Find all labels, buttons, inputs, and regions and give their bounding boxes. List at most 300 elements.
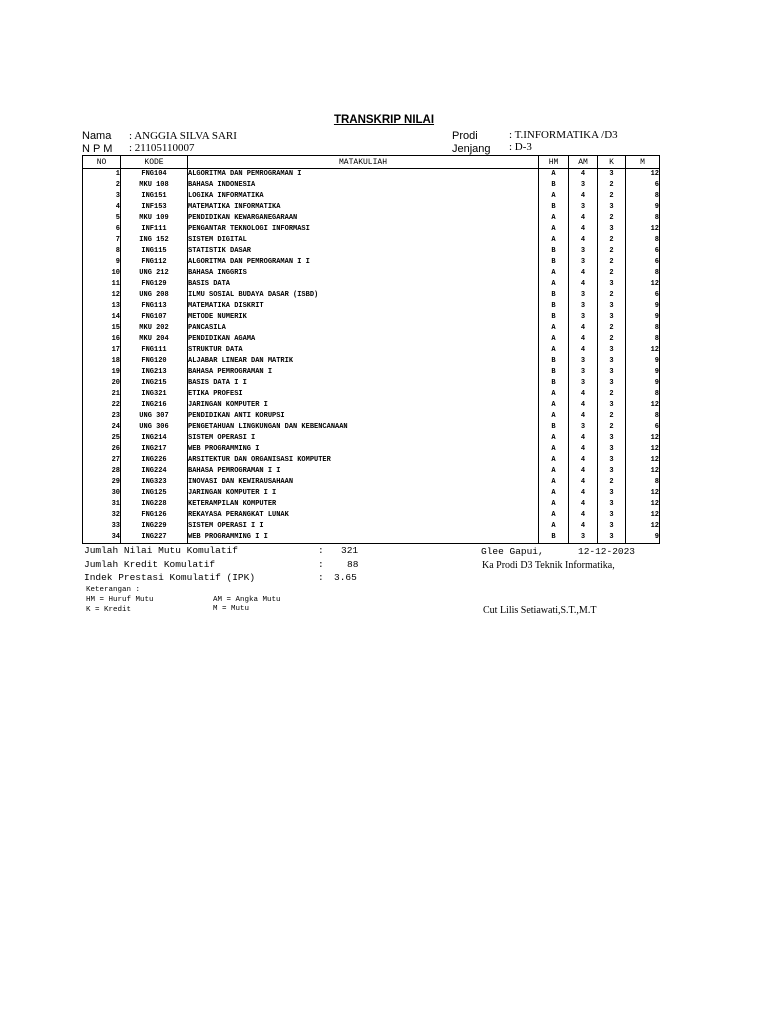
row-no: 26 (83, 444, 121, 455)
row-am: 3 (569, 202, 598, 213)
ipk-colon: : (318, 572, 324, 583)
row-am: 4 (569, 411, 598, 422)
row-kode: ING115 (121, 246, 188, 257)
table-row (83, 433, 660, 444)
table-row (83, 345, 660, 356)
row-no: 33 (83, 521, 121, 532)
table-row (83, 488, 660, 499)
row-k: 2 (598, 268, 626, 279)
row-k: 3 (598, 279, 626, 290)
table-row (83, 422, 660, 433)
jenjang-value: : D-3 (509, 141, 532, 153)
header-kode: KODE (121, 156, 188, 169)
row-k: 3 (598, 488, 626, 499)
row-k: 2 (598, 180, 626, 191)
table-row (83, 356, 660, 367)
table-row (83, 521, 660, 532)
row-matakuliah: SISTEM OPERASI I I (188, 521, 539, 532)
row-k: 3 (598, 499, 626, 510)
row-k: 3 (598, 532, 626, 544)
table-row (83, 257, 660, 268)
row-kode: FNG112 (121, 257, 188, 268)
row-matakuliah: WEB PROGRAMMING I (188, 444, 539, 455)
row-k: 3 (598, 312, 626, 323)
table-row (83, 466, 660, 477)
row-matakuliah: BAHASA PEMROGRAMAN I I (188, 466, 539, 477)
row-k: 3 (598, 378, 626, 389)
table-row (83, 290, 660, 301)
row-no: 19 (83, 367, 121, 378)
row-am: 4 (569, 345, 598, 356)
table-row (83, 191, 660, 202)
row-hm: A (539, 345, 569, 356)
signature-date: 12-12-2023 (578, 546, 636, 557)
row-matakuliah: ALGORITMA DAN PEMROGRAMAN I (188, 169, 539, 181)
row-am: 3 (569, 290, 598, 301)
table-row (83, 444, 660, 455)
row-am: 3 (569, 378, 598, 389)
row-kode: FNG113 (121, 301, 188, 312)
row-kode: ING227 (121, 532, 188, 544)
row-matakuliah: PANCASILA (188, 323, 539, 334)
row-kode: ING224 (121, 466, 188, 477)
row-hm: B (539, 202, 569, 213)
legend-title: Keterangan : (86, 586, 141, 594)
row-matakuliah: REKAYASA PERANGKAT LUNAK (188, 510, 539, 521)
row-k: 2 (598, 246, 626, 257)
row-am: 4 (569, 323, 598, 334)
row-m: 8 (626, 191, 660, 202)
row-kode: UNG 307 (121, 411, 188, 422)
row-hm: A (539, 455, 569, 466)
row-am: 3 (569, 532, 598, 544)
row-hm: B (539, 312, 569, 323)
row-am: 3 (569, 301, 598, 312)
row-hm: A (539, 477, 569, 488)
signature-position: Ka Prodi D3 Teknik Informatika, (482, 560, 615, 571)
legend-am: AM = Angka Mutu (213, 596, 281, 604)
row-matakuliah: MATEMATIKA INFORMATIKA (188, 202, 539, 213)
row-kode: ING214 (121, 433, 188, 444)
row-am: 4 (569, 235, 598, 246)
header-matakuliah: MATAKULIAH (188, 156, 539, 169)
row-am: 4 (569, 169, 598, 181)
ipk-label: Indek Prestasi Komulatif (IPK) (84, 572, 256, 583)
row-k: 2 (598, 389, 626, 400)
row-am: 4 (569, 499, 598, 510)
table-row (83, 268, 660, 279)
row-no: 22 (83, 400, 121, 411)
row-hm: A (539, 169, 569, 181)
row-matakuliah: ALJABAR LINEAR DAN MATRIK (188, 356, 539, 367)
row-matakuliah: PENDIDIKAN ANTI KORUPSI (188, 411, 539, 422)
row-matakuliah: JARINGAN KOMPUTER I I (188, 488, 539, 499)
row-no: 9 (83, 257, 121, 268)
row-k: 3 (598, 301, 626, 312)
row-am: 4 (569, 268, 598, 279)
row-k: 3 (598, 367, 626, 378)
row-k: 2 (598, 334, 626, 345)
row-no: 20 (83, 378, 121, 389)
row-hm: A (539, 323, 569, 334)
row-matakuliah: BAHASA INDONESIA (188, 180, 539, 191)
row-m: 12 (626, 169, 660, 181)
table-row (83, 180, 660, 191)
total-kredit-label: Jumlah Kredit Komulatif (84, 559, 216, 570)
header-k: K (598, 156, 626, 169)
row-hm: A (539, 521, 569, 532)
row-no: 32 (83, 510, 121, 521)
row-kode: ING228 (121, 499, 188, 510)
row-hm: B (539, 257, 569, 268)
row-no: 24 (83, 422, 121, 433)
row-kode: INF153 (121, 202, 188, 213)
row-matakuliah: BASIS DATA I I (188, 378, 539, 389)
row-no: 8 (83, 246, 121, 257)
table-row (83, 389, 660, 400)
row-m: 9 (626, 301, 660, 312)
row-k: 3 (598, 455, 626, 466)
row-am: 3 (569, 246, 598, 257)
row-hm: A (539, 334, 569, 345)
prodi-value: : T.INFORMATIKA /D3 (509, 129, 618, 141)
row-k: 3 (598, 400, 626, 411)
row-m: 12 (626, 400, 660, 411)
row-no: 4 (83, 202, 121, 213)
row-hm: B (539, 367, 569, 378)
row-matakuliah: ILMU SOSIAL BUDAYA DASAR (ISBD) (188, 290, 539, 301)
row-kode: FNG107 (121, 312, 188, 323)
total-nilai-mutu-colon: : (318, 545, 324, 556)
table-row (83, 246, 660, 257)
npm-label: N P M (82, 143, 113, 155)
row-kode: ING217 (121, 444, 188, 455)
table-row (83, 334, 660, 345)
row-no: 13 (83, 301, 121, 312)
row-kode: FNG129 (121, 279, 188, 290)
table-row (83, 455, 660, 466)
table-row (83, 367, 660, 378)
row-no: 5 (83, 213, 121, 224)
row-k: 3 (598, 202, 626, 213)
row-no: 7 (83, 235, 121, 246)
signature-place: Glee Gapui, (481, 546, 544, 557)
row-matakuliah: ARSITEKTUR DAN ORGANISASI KOMPUTER (188, 455, 539, 466)
nama-value: : ANGGIA SILVA SARI (129, 130, 237, 142)
row-m: 8 (626, 323, 660, 334)
row-no: 30 (83, 488, 121, 499)
row-matakuliah: MATEMATIKA DISKRIT (188, 301, 539, 312)
row-am: 4 (569, 400, 598, 411)
row-kode: ING323 (121, 477, 188, 488)
row-k: 3 (598, 521, 626, 532)
row-kode: ING226 (121, 455, 188, 466)
row-m: 9 (626, 532, 660, 544)
row-hm: B (539, 378, 569, 389)
total-kredit-colon: : (318, 559, 324, 570)
row-k: 2 (598, 323, 626, 334)
row-am: 4 (569, 466, 598, 477)
legend-m: M = Mutu (213, 605, 250, 613)
prodi-label: Prodi (452, 130, 478, 142)
row-hm: A (539, 400, 569, 411)
row-matakuliah: PENDIDIKAN KEWARGANEGARAAN (188, 213, 539, 224)
row-matakuliah: WEB PROGRAMMING I I (188, 532, 539, 544)
row-am: 4 (569, 389, 598, 400)
row-kode: FNG120 (121, 356, 188, 367)
row-am: 4 (569, 191, 598, 202)
row-m: 12 (626, 521, 660, 532)
row-m: 12 (626, 488, 660, 499)
row-m: 8 (626, 411, 660, 422)
row-m: 12 (626, 345, 660, 356)
row-no: 2 (83, 180, 121, 191)
row-am: 3 (569, 180, 598, 191)
row-kode: FNG126 (121, 510, 188, 521)
table-row (83, 202, 660, 213)
table-row (83, 477, 660, 488)
row-m: 9 (626, 312, 660, 323)
row-am: 3 (569, 367, 598, 378)
row-hm: A (539, 389, 569, 400)
row-kode: ING216 (121, 400, 188, 411)
table-row (83, 213, 660, 224)
row-matakuliah: SISTEM DIGITAL (188, 235, 539, 246)
row-no: 1 (83, 169, 121, 181)
row-hm: A (539, 466, 569, 477)
row-k: 3 (598, 356, 626, 367)
row-m: 8 (626, 268, 660, 279)
row-hm: B (539, 246, 569, 257)
row-no: 3 (83, 191, 121, 202)
legend-k: K = Kredit (86, 606, 132, 614)
row-hm: A (539, 510, 569, 521)
table-row (83, 532, 660, 544)
row-m: 6 (626, 422, 660, 433)
row-kode: INF111 (121, 224, 188, 235)
signature-name: Cut Lilis Setiawati,S.T.,M.T (483, 605, 597, 616)
row-kode: ING215 (121, 378, 188, 389)
row-am: 3 (569, 312, 598, 323)
row-no: 31 (83, 499, 121, 510)
legend-hm: HM = Huruf Mutu (86, 596, 154, 604)
row-no: 28 (83, 466, 121, 477)
table-row (83, 499, 660, 510)
row-m: 12 (626, 224, 660, 235)
row-m: 8 (626, 389, 660, 400)
row-m: 6 (626, 180, 660, 191)
row-m: 9 (626, 367, 660, 378)
row-am: 4 (569, 334, 598, 345)
row-m: 8 (626, 235, 660, 246)
row-k: 2 (598, 191, 626, 202)
row-matakuliah: SISTEM OPERASI I (188, 433, 539, 444)
row-am: 3 (569, 257, 598, 268)
row-m: 12 (626, 510, 660, 521)
row-no: 11 (83, 279, 121, 290)
row-matakuliah: PENDIDIKAN AGAMA (188, 334, 539, 345)
row-k: 3 (598, 510, 626, 521)
row-k: 2 (598, 213, 626, 224)
row-hm: B (539, 180, 569, 191)
row-no: 34 (83, 532, 121, 544)
row-hm: A (539, 444, 569, 455)
row-k: 3 (598, 466, 626, 477)
row-matakuliah: PENGANTAR TEKNOLOGI INFORMASI (188, 224, 539, 235)
row-no: 21 (83, 389, 121, 400)
row-hm: B (539, 290, 569, 301)
row-no: 12 (83, 290, 121, 301)
row-m: 12 (626, 279, 660, 290)
row-no: 29 (83, 477, 121, 488)
row-m: 6 (626, 290, 660, 301)
row-kode: ING321 (121, 389, 188, 400)
row-m: 12 (626, 466, 660, 477)
row-k: 2 (598, 257, 626, 268)
row-k: 3 (598, 224, 626, 235)
row-am: 3 (569, 356, 598, 367)
row-m: 12 (626, 433, 660, 444)
row-hm: A (539, 235, 569, 246)
jenjang-label: Jenjang (452, 143, 491, 155)
table-row (83, 279, 660, 290)
row-matakuliah: ALGORITMA DAN PEMROGRAMAN I I (188, 257, 539, 268)
row-hm: A (539, 433, 569, 444)
row-matakuliah: ETIKA PROFESI (188, 389, 539, 400)
npm-value: : 21105110007 (129, 142, 195, 154)
row-am: 4 (569, 224, 598, 235)
row-hm: B (539, 356, 569, 367)
row-hm: A (539, 499, 569, 510)
row-matakuliah: BAHASA PEMROGRAMAN I (188, 367, 539, 378)
row-hm: B (539, 301, 569, 312)
row-am: 4 (569, 455, 598, 466)
row-kode: ING229 (121, 521, 188, 532)
table-row (83, 411, 660, 422)
row-am: 4 (569, 510, 598, 521)
row-am: 4 (569, 444, 598, 455)
header-am: AM (569, 156, 598, 169)
total-nilai-mutu-label: Jumlah Nilai Mutu Komulatif (84, 545, 238, 556)
row-kode: ING125 (121, 488, 188, 499)
row-am: 4 (569, 477, 598, 488)
row-m: 9 (626, 378, 660, 389)
header-m: M (626, 156, 660, 169)
page-title: TRANSKRIP NILAI (333, 114, 435, 126)
row-k: 2 (598, 422, 626, 433)
row-k: 2 (598, 411, 626, 422)
row-m: 8 (626, 213, 660, 224)
row-k: 2 (598, 290, 626, 301)
row-am: 3 (569, 422, 598, 433)
row-matakuliah: STATISTIK DASAR (188, 246, 539, 257)
row-k: 3 (598, 433, 626, 444)
row-m: 9 (626, 356, 660, 367)
row-m: 6 (626, 246, 660, 257)
row-matakuliah: KETERAMPILAN KOMPUTER (188, 499, 539, 510)
row-k: 2 (598, 235, 626, 246)
row-m: 8 (626, 477, 660, 488)
row-matakuliah: BASIS DATA (188, 279, 539, 290)
row-kode: MKU 108 (121, 180, 188, 191)
row-am: 4 (569, 433, 598, 444)
row-matakuliah: INOVASI DAN KEWIRAUSAHAAN (188, 477, 539, 488)
row-matakuliah: STRUKTUR DATA (188, 345, 539, 356)
row-kode: FNG104 (121, 169, 188, 181)
ipk-value: 3.65 (334, 572, 357, 583)
row-am: 4 (569, 521, 598, 532)
row-k: 3 (598, 169, 626, 181)
row-kode: UNG 208 (121, 290, 188, 301)
row-no: 18 (83, 356, 121, 367)
row-hm: A (539, 279, 569, 290)
row-m: 8 (626, 334, 660, 345)
header-no: NO (83, 156, 121, 169)
grades-table-body (83, 169, 660, 544)
row-hm: A (539, 488, 569, 499)
row-m: 12 (626, 455, 660, 466)
row-matakuliah: JARINGAN KOMPUTER I (188, 400, 539, 411)
row-kode: UNG 212 (121, 268, 188, 279)
row-hm: A (539, 213, 569, 224)
table-row (83, 312, 660, 323)
row-kode: MKU 204 (121, 334, 188, 345)
table-row (83, 378, 660, 389)
row-kode: FNG111 (121, 345, 188, 356)
row-no: 6 (83, 224, 121, 235)
grades-table (82, 155, 660, 544)
row-kode: MKU 109 (121, 213, 188, 224)
row-hm: A (539, 224, 569, 235)
table-row (83, 323, 660, 334)
row-m: 6 (626, 257, 660, 268)
row-hm: B (539, 532, 569, 544)
table-row (83, 301, 660, 312)
row-matakuliah: METODE NUMERIK (188, 312, 539, 323)
row-am: 4 (569, 279, 598, 290)
row-am: 4 (569, 213, 598, 224)
row-m: 9 (626, 202, 660, 213)
header-hm: HM (539, 156, 569, 169)
nama-label: Nama (82, 130, 112, 142)
row-no: 16 (83, 334, 121, 345)
row-k: 2 (598, 477, 626, 488)
row-hm: A (539, 268, 569, 279)
row-kode: ING151 (121, 191, 188, 202)
row-matakuliah: PENGETAHUAN LINGKUNGAN DAN KEBENCANAAN (188, 422, 539, 433)
table-row (83, 510, 660, 521)
row-no: 17 (83, 345, 121, 356)
table-header-row (83, 156, 660, 169)
row-matakuliah: BAHASA INGGRIS (188, 268, 539, 279)
row-m: 12 (626, 444, 660, 455)
row-no: 25 (83, 433, 121, 444)
row-no: 10 (83, 268, 121, 279)
table-row (83, 235, 660, 246)
total-nilai-mutu-value: 321 (341, 545, 359, 556)
row-matakuliah: LOGIKA INFORMATIKA (188, 191, 539, 202)
row-kode: ING 152 (121, 235, 188, 246)
row-k: 3 (598, 345, 626, 356)
table-row (83, 400, 660, 411)
row-kode: UNG 306 (121, 422, 188, 433)
row-no: 15 (83, 323, 121, 334)
row-kode: ING213 (121, 367, 188, 378)
row-no: 27 (83, 455, 121, 466)
row-hm: B (539, 422, 569, 433)
row-m: 12 (626, 499, 660, 510)
total-kredit-value: 88 (347, 559, 359, 570)
